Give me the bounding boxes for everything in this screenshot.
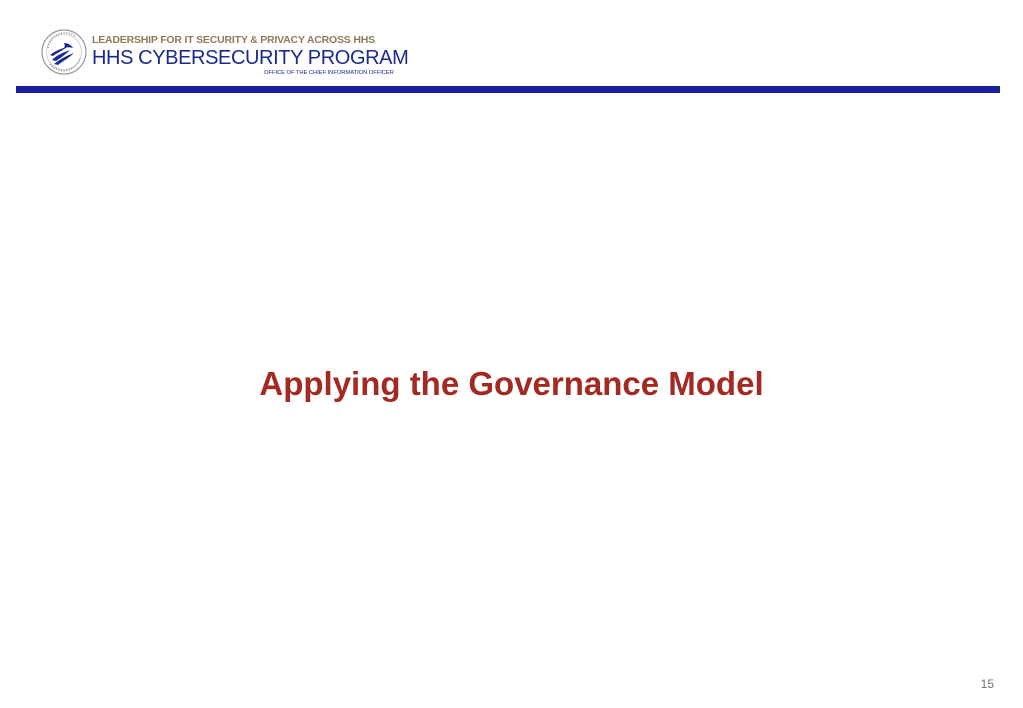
logo-tagline: LEADERSHIP FOR IT SECURITY & PRIVACY ACROSS HHS	[92, 34, 375, 46]
page-number: 15	[980, 677, 994, 691]
slide-header	[0, 0, 1023, 96]
hhs-eagle-seal-icon	[40, 28, 88, 76]
header-divider	[16, 86, 1000, 93]
logo-title: HHS CYBERSECURITY PROGRAM	[92, 47, 409, 69]
logo-subtitle: OFFICE OF THE CHIEF INFORMATION OFFICER	[264, 70, 394, 76]
slide-title: Applying the Governance Model	[259, 365, 764, 402]
